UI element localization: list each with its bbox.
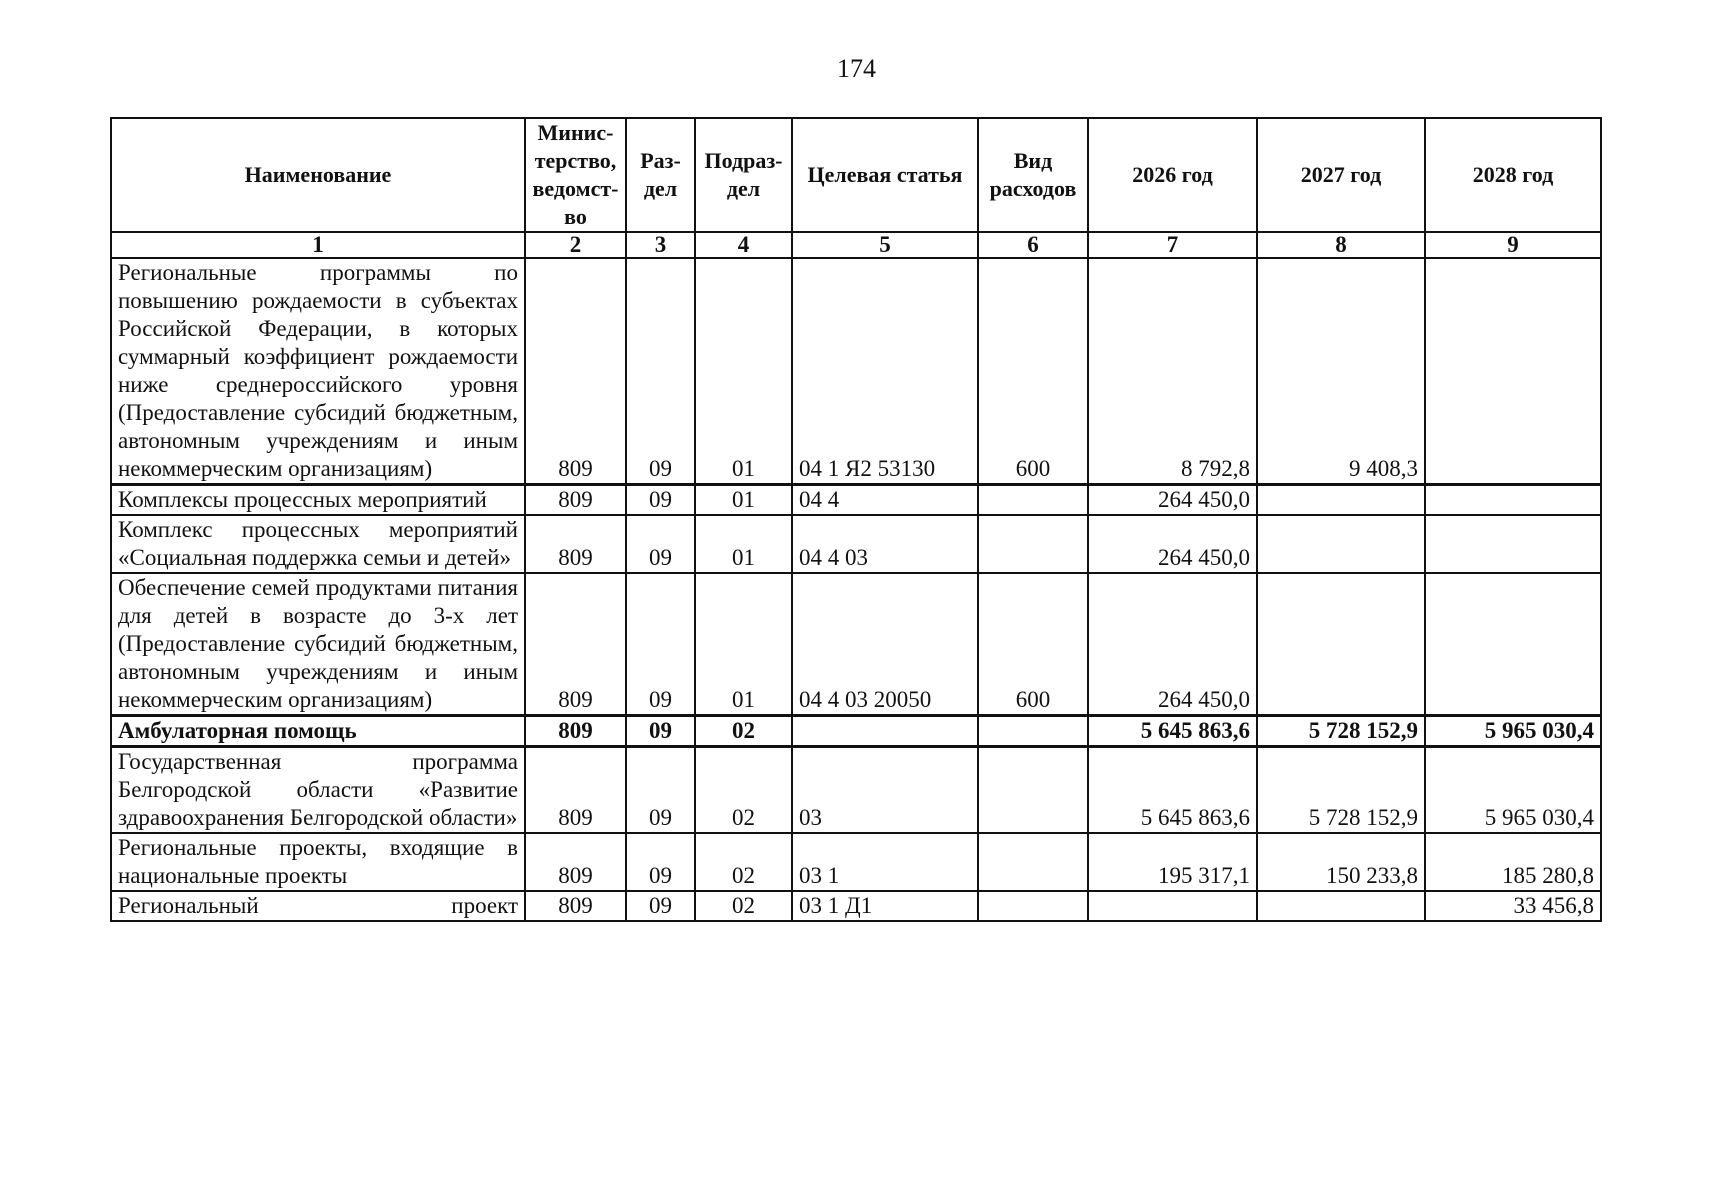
table-row	[111, 747, 1601, 834]
row-expense-type	[978, 485, 1088, 516]
row-expense-type	[978, 515, 1088, 573]
row-name: Амбулаторная помощь	[111, 716, 525, 747]
row-target: 03 1 Д1	[792, 891, 978, 921]
row-2026: 5 645 863,6	[1088, 716, 1257, 747]
row-section: 09	[626, 573, 695, 716]
row-ministry: 809	[525, 891, 626, 921]
row-2028: 5 965 030,4	[1425, 716, 1601, 747]
row-target: 04 4 03	[792, 515, 978, 573]
row-expense-type: 600	[978, 573, 1088, 716]
row-subsection: 01	[695, 573, 792, 716]
row-section: 09	[626, 485, 695, 516]
row-2028: 185 280,8	[1425, 833, 1601, 891]
column-number: 4	[695, 232, 792, 258]
row-expense-type	[978, 833, 1088, 891]
row-ministry: 809	[525, 747, 626, 834]
row-name: Комплексы процессных мероприятий	[111, 485, 525, 516]
header-expense-type: Вид расходов	[978, 118, 1088, 232]
row-2026: 8 792,8	[1088, 258, 1257, 485]
row-subsection: 01	[695, 515, 792, 573]
row-2027	[1257, 573, 1425, 716]
row-2027: 5 728 152,9	[1257, 747, 1425, 834]
row-2027: 150 233,8	[1257, 833, 1425, 891]
table-row	[111, 485, 1601, 516]
row-expense-type	[978, 891, 1088, 921]
row-2028	[1425, 515, 1601, 573]
header-2026: 2026 год	[1088, 118, 1257, 232]
page-number: 174	[837, 54, 876, 83]
row-2028	[1425, 573, 1601, 716]
table-row	[111, 573, 1601, 716]
header-section: Раз-дел	[626, 118, 695, 232]
row-target	[792, 716, 978, 747]
row-2027: 9 408,3	[1257, 258, 1425, 485]
row-expense-type	[978, 716, 1088, 747]
header-subsection: Подраз-дел	[695, 118, 792, 232]
row-2027	[1257, 485, 1425, 516]
row-target: 04 1 Я2 53130	[792, 258, 978, 485]
header-ministry: Минис-терство, ведомст-во	[525, 118, 626, 232]
row-2026: 264 450,0	[1088, 485, 1257, 516]
row-2028	[1425, 258, 1601, 485]
row-2028	[1425, 485, 1601, 516]
header-row	[111, 118, 1601, 232]
column-number: 3	[626, 232, 695, 258]
row-subsection: 02	[695, 891, 792, 921]
row-section: 09	[626, 891, 695, 921]
row-ministry: 809	[525, 573, 626, 716]
column-number: 5	[792, 232, 978, 258]
table-row	[111, 716, 1601, 747]
row-2026: 264 450,0	[1088, 573, 1257, 716]
column-number: 9	[1425, 232, 1601, 258]
row-ministry: 809	[525, 515, 626, 573]
row-2026: 5 645 863,6	[1088, 747, 1257, 834]
row-target: 04 4	[792, 485, 978, 516]
row-section: 09	[626, 833, 695, 891]
header-2028: 2028 год	[1425, 118, 1601, 232]
row-subsection: 02	[695, 716, 792, 747]
column-number: 7	[1088, 232, 1257, 258]
table-row	[111, 891, 1601, 921]
row-2026: 264 450,0	[1088, 515, 1257, 573]
row-expense-type: 600	[978, 258, 1088, 485]
row-2028: 33 456,8	[1425, 891, 1601, 921]
row-section: 09	[626, 716, 695, 747]
row-ministry: 809	[525, 716, 626, 747]
row-section: 09	[626, 515, 695, 573]
row-subsection: 02	[695, 747, 792, 834]
row-name: Обеспечение семей продуктами питания для детей в возрасте до 3-х лет (Предоставление субсидий бюджетным, автономным учреждениям и иным некоммерческим организациям)	[111, 573, 525, 716]
row-ministry: 809	[525, 258, 626, 485]
row-2027	[1257, 515, 1425, 573]
table-row	[111, 833, 1601, 891]
row-2027	[1257, 891, 1425, 921]
row-ministry: 809	[525, 485, 626, 516]
column-number-row	[111, 232, 1601, 258]
column-number: 1	[111, 232, 525, 258]
column-number: 8	[1257, 232, 1425, 258]
header-target: Целевая статья	[792, 118, 978, 232]
row-subsection: 01	[695, 258, 792, 485]
table-row	[111, 258, 1601, 485]
row-subsection: 02	[695, 833, 792, 891]
row-section: 09	[626, 258, 695, 485]
row-target: 03 1	[792, 833, 978, 891]
row-target: 03	[792, 747, 978, 834]
row-section: 09	[626, 747, 695, 834]
row-2028: 5 965 030,4	[1425, 747, 1601, 834]
row-name: Региональные программы по повышению рождаемости в субъектах Российской Федерации, в которых суммарный коэффициент рождаемости ниже среднероссийского уровня (Предоставление субсидий бюджетным, автономным учреждениям и иным некоммерческим организациям)	[111, 258, 525, 485]
row-name: Комплекс процессных мероприятий «Социальная поддержка семьи и детей»	[111, 515, 525, 573]
header-name: Наименование	[111, 118, 525, 232]
row-2026: 195 317,1	[1088, 833, 1257, 891]
column-number: 6	[978, 232, 1088, 258]
table-row	[111, 515, 1601, 573]
row-ministry: 809	[525, 833, 626, 891]
column-number: 2	[525, 232, 626, 258]
row-name: Региональные проекты, входящие в национальные проекты	[111, 833, 525, 891]
row-2026	[1088, 891, 1257, 921]
row-subsection: 01	[695, 485, 792, 516]
row-name: Государственная программа Белгородской области «Развитие здравоохранения Белгородской области»	[111, 747, 525, 834]
row-target: 04 4 03 20050	[792, 573, 978, 716]
budget-table	[110, 117, 1602, 922]
row-2027: 5 728 152,9	[1257, 716, 1425, 747]
header-2027: 2027 год	[1257, 118, 1425, 232]
row-name: Региональный проект	[111, 891, 525, 921]
row-expense-type	[978, 747, 1088, 834]
